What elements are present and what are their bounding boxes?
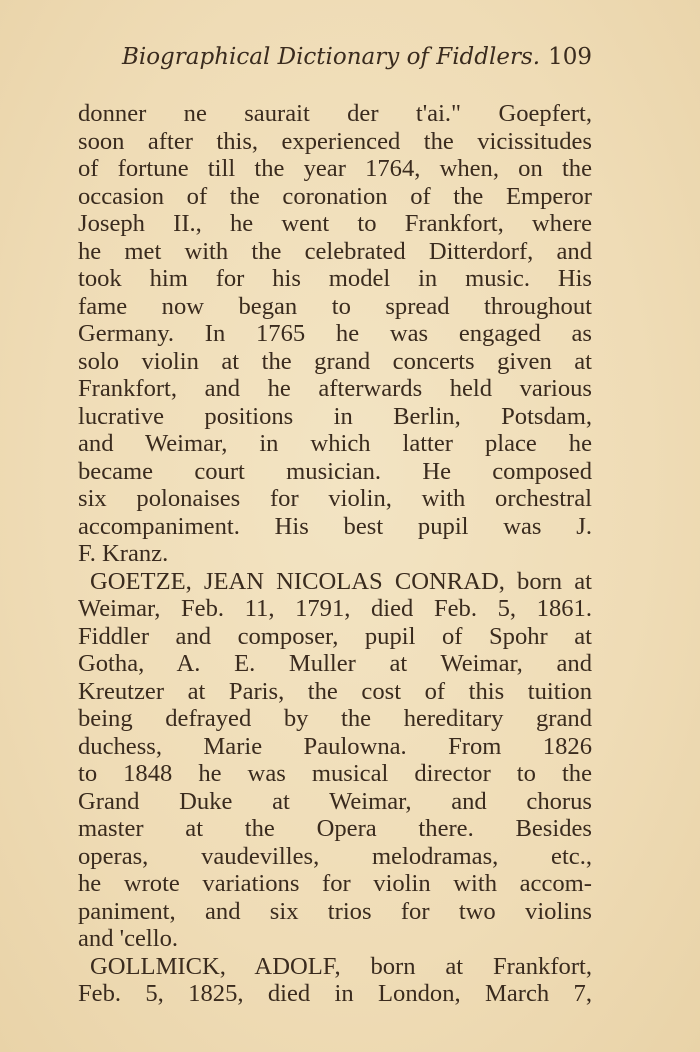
text-line: duchess, Marie Paulowna. From 1826: [78, 732, 592, 760]
text-line: to 1848 he was musical director to the: [78, 760, 592, 787]
text-line: Germany. In 1765 he was engaged as: [78, 320, 592, 347]
text-line: Kreutzer at Paris, the cost of this tuition: [78, 677, 592, 705]
text-line: Joseph II., he went to Frankfort, where: [78, 210, 592, 237]
body-text: [78, 100, 592, 1008]
text-line: took him for his model in music. His: [78, 265, 592, 292]
page-number: 109: [548, 44, 592, 70]
text-line: operas, vaudevilles, melodramas, etc.,: [78, 842, 592, 870]
text-line: and Weimar, in which latter place he: [78, 430, 592, 457]
text-line: Weimar, Feb. 11, 1791, died Feb. 5, 1861.: [78, 595, 592, 622]
text-line: Frankfort, and he afterwards held various: [78, 375, 592, 402]
text-line: fame now began to spread throughout: [78, 292, 592, 320]
text-line: being defrayed by the hereditary grand: [78, 705, 592, 732]
text-line: donner ne saurait der t'ai." Goepfert,: [78, 100, 592, 127]
text-line: master at the Opera there. Besides: [78, 815, 592, 842]
text-line: paniment, and six trios for two violins: [78, 897, 592, 925]
text-line: solo violin at the grand concerts given at: [78, 347, 592, 375]
text-line: he wrote variations for violin with accom-: [78, 870, 592, 897]
running-head: [78, 44, 592, 70]
text-line: accompaniment. His best pupil was J.: [78, 512, 592, 540]
text-line: Fiddler and composer, pupil of Spohr at: [78, 622, 592, 650]
text-line: Gotha, A. E. Muller at Weimar, and: [78, 650, 592, 677]
text-line: Feb. 5, 1825, died in London, March 7,: [78, 980, 592, 1007]
text-line: he met with the celebrated Ditterdorf, and: [78, 237, 592, 265]
text-line: soon after this, experienced the vicissitudes: [78, 127, 592, 155]
text-line: F. Kranz.: [78, 540, 169, 567]
running-title: Biographical Dictionary of Fiddlers.: [121, 44, 541, 70]
text-line: lucrative positions in Berlin, Potsdam,: [78, 402, 592, 430]
text-line: and 'cello.: [78, 925, 179, 952]
entry-heading-line: GOETZE, JEAN NICOLAS CONRAD, born at: [90, 567, 592, 595]
text-line: six polonaises for violin, with orchestral: [78, 485, 592, 512]
text-line: occasion of the coronation of the Emperor: [78, 182, 592, 210]
text-line: Grand Duke at Weimar, and chorus: [78, 787, 592, 815]
text-line: became court musician. He composed: [78, 457, 592, 485]
entry-heading-line: GOLLMICK, ADOLF, born at Frankfort,: [90, 952, 592, 980]
text-line: of fortune till the year 1764, when, on the: [78, 155, 592, 182]
